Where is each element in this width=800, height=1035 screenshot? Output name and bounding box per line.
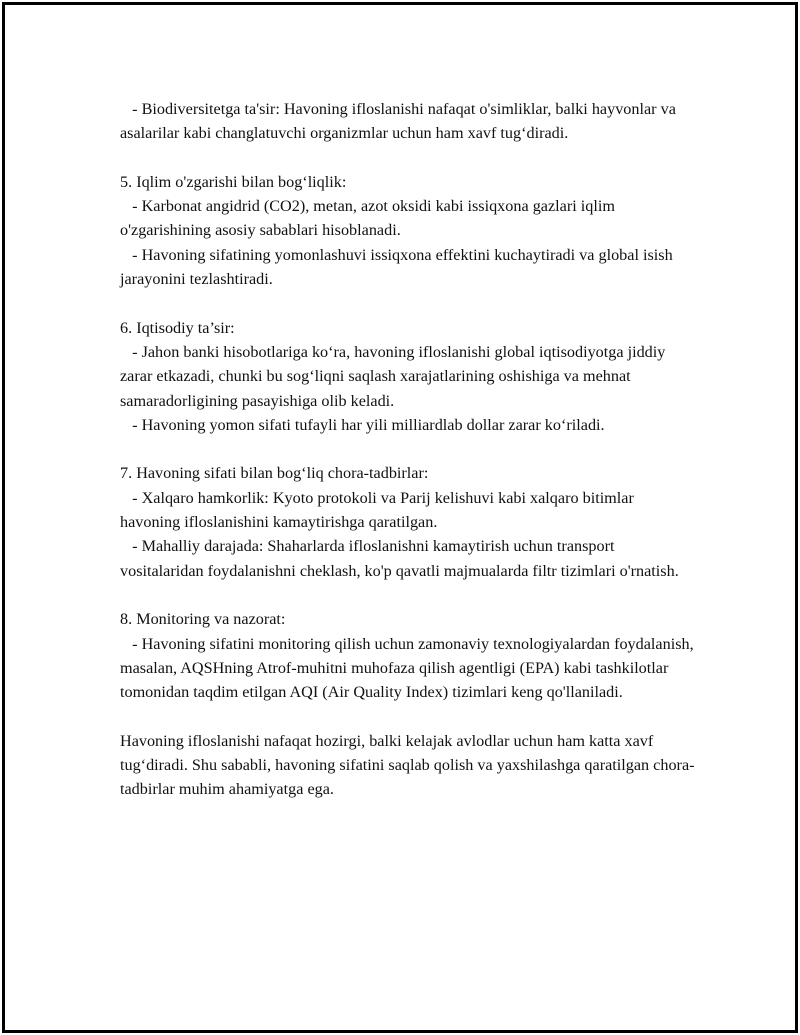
section-heading-climate-change: 5. Iqlim o'zgarishi bilan bog‘liqlik: bbox=[120, 172, 347, 191]
paragraph-greenhouse-effect: - Havoning sifatining yomonlashuvi issiqxona effektini kuchaytiradi va global isish jarayonini tezlashtiradi. bbox=[120, 245, 677, 289]
page-frame bbox=[2, 2, 798, 1033]
paragraph-gap bbox=[120, 704, 695, 728]
paragraph-local-measures: - Mahalliy darajada: Shaharlarda ifloslanishni kamaytirish uchun transport vositalaridan foydalanishni cheklash, ko'p qavatli majmualarda filtr tizimlari o'rnatish. bbox=[120, 537, 679, 580]
paragraph-gap bbox=[120, 146, 695, 170]
document-body bbox=[120, 97, 698, 802]
paragraph-world-bank: - Jahon banki hisobotlariga ko‘ra, havoning ifloslanishi global iqtisodiyotga jiddiy zarar etkazadi, chunki bu sog‘liqni saqlash xarajatlarining oshishiga va mehnat samaradorligining pasayishiga olib keladi. bbox=[120, 342, 670, 410]
paragraph-gap bbox=[120, 437, 695, 461]
paragraph-biodiversity-impact: - Biodiversitetga ta'sir: Havoning ifloslanishi nafaqat o'simliklar, balki hayvonlar va asalarilar kabi changlatuvchi organizmlar uchun ham xavf tug‘diradi. bbox=[120, 100, 680, 143]
paragraph-international-cooperation: - Xalqaro hamkorlik: Kyoto protokoli va Parij kelishuvi kabi xalqaro bitimlar havoning ifloslanishini kamaytirishga qaratilgan. bbox=[120, 488, 638, 532]
section-heading-measures: 7. Havoning sifati bilan bog‘liq chora-tadbirlar: bbox=[120, 464, 429, 483]
paragraph-greenhouse-gases: - Karbonat angidrid (CO2), metan, azot oksidi kabi issiqxona gazlari iqlim o'zgarishining asosiy sabablari hisoblanadi. bbox=[120, 197, 619, 240]
paragraph-conclusion: Havoning ifloslanishi nafaqat hozirgi, balki kelajak avlodlar uchun ham katta xavf tug‘diradi. Shu sababli, havoning sifatini saqlab qolish va yaxshilashga qaratilgan chora-tadbirlar muhim ahamiyatga ega. bbox=[120, 731, 695, 799]
paragraph-gap bbox=[120, 583, 695, 607]
paragraph-aqi-monitoring: - Havoning sifatini monitoring qilish uchun zamonaviy texnologiyalardan foydalanish, masalan, AQSHning Atrof-muhitni muhofaza qilish agentligi (EPA) kabi tashkilotlar tomonidan taqdim etilgan AQI (Air Quality Index) tizimlari keng qo'llaniladi. bbox=[120, 634, 698, 702]
paragraph-economic-losses: - Havoning yomon sifati tufayli har yili milliardlab dollar zarar ko‘riladi. bbox=[120, 415, 605, 434]
paragraph-gap bbox=[120, 291, 695, 315]
section-heading-economic-impact: 6. Iqtisodiy ta’sir: bbox=[120, 318, 235, 337]
section-heading-monitoring: 8. Monitoring va nazorat: bbox=[120, 610, 286, 629]
